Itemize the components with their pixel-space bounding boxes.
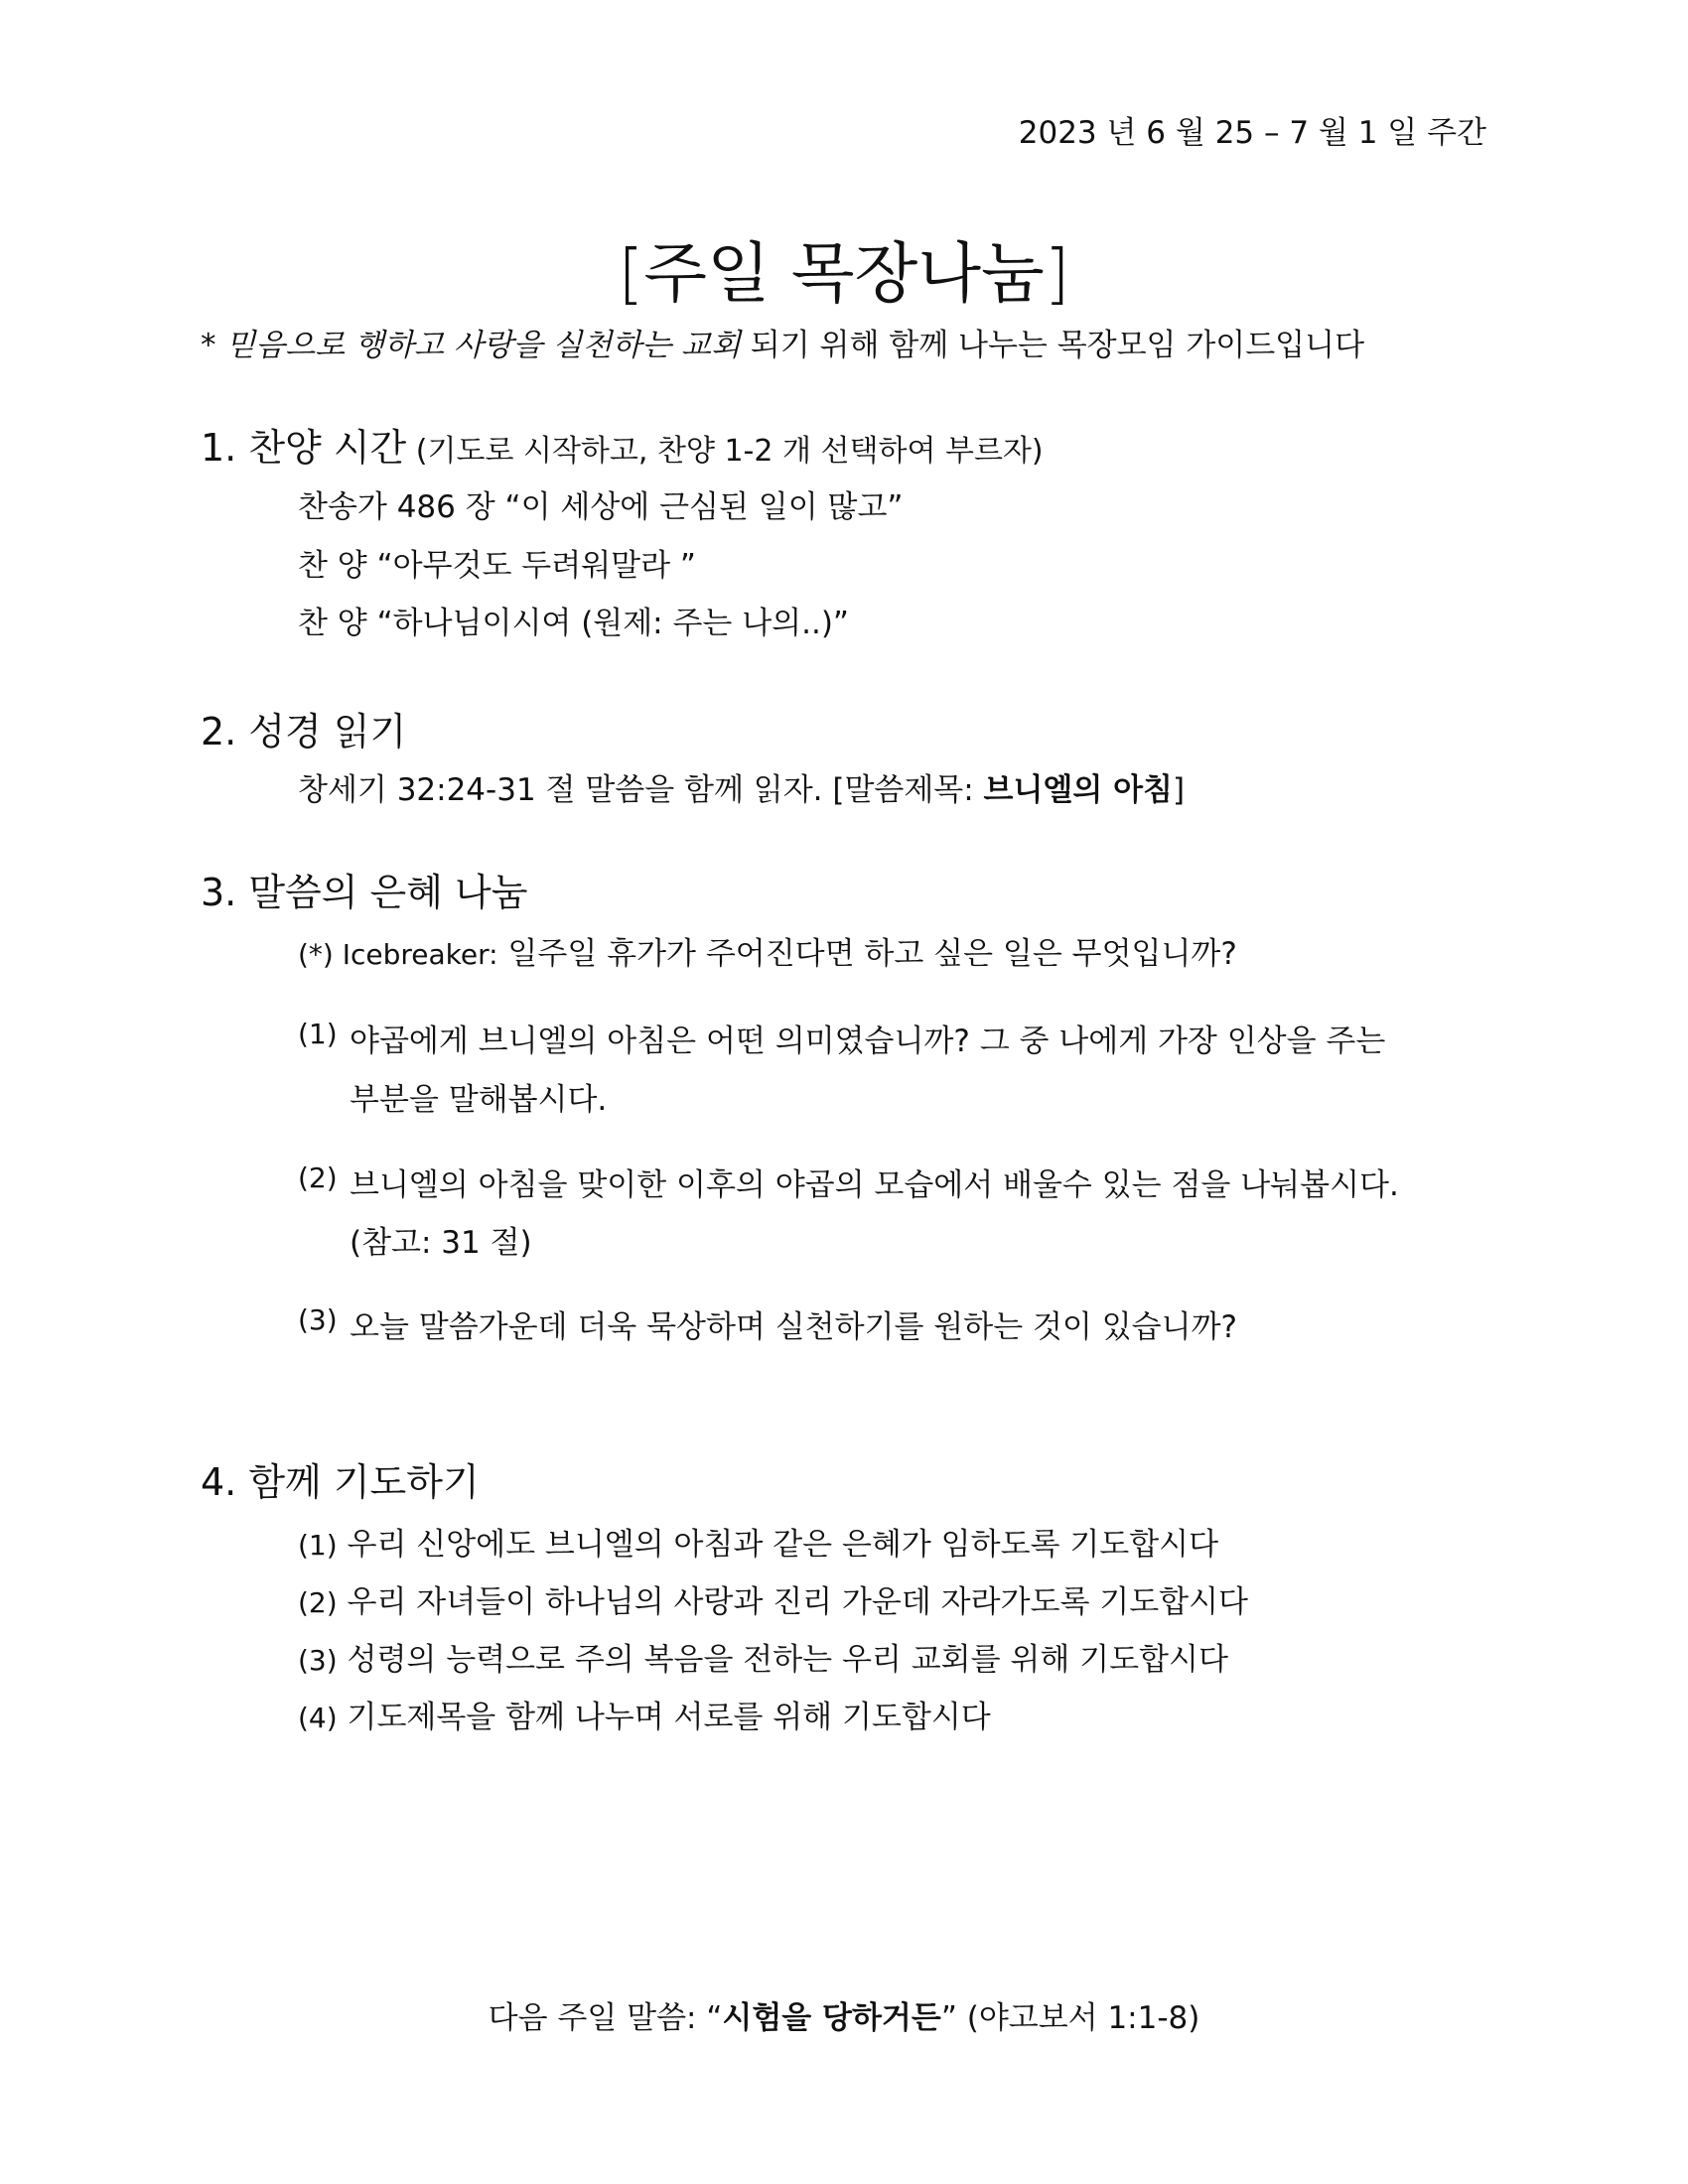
question-number: (1) (298, 1018, 338, 1050)
section-praise-heading (201, 417, 1044, 472)
reading-close: ] (1173, 772, 1186, 808)
prayer-text: 우리 신앙에도 브니엘의 아침과 같은 은혜가 임하도록 기도합시다 (337, 1527, 1219, 1563)
prayer-number: (4) (298, 1702, 338, 1734)
prayer-text: 우리 자녀들이 하나님의 사랑과 진리 가운데 자라가도록 기도합시다 (337, 1584, 1248, 1620)
subtitle-emphasis: 믿음으로 행하고 사랑을 실천하는 교회 (225, 328, 741, 363)
next-sermon-label: 다음 주일 말씀: “ (488, 2000, 723, 2036)
praise-item: 찬 양 “하나님이시여 (원제: 주는 나의..)” (298, 606, 849, 641)
section-sharing-heading: 3. 말씀의 은혜 나눔 (201, 871, 528, 914)
prayer-number: (3) (298, 1644, 338, 1677)
question-text: 오늘 말씀가운데 더욱 묵상하며 실천하기를 원하는 것이 있습니까? (350, 1309, 1237, 1345)
icebreaker-label: (*) Icebreaker: (298, 938, 498, 971)
question-text: 야곱에게 브니엘의 아침은 어떤 의미였습니까? 그 중 나에게 가장 인상을 주는 (350, 1024, 1386, 1059)
section-reading-heading: 2. 성경 읽기 (201, 710, 407, 753)
question-text-cont: 부분을 말해봅시다. (350, 1082, 608, 1118)
reading-text: 창세기 32:24-31 절 말씀을 함께 읽자. [말씀제목: (298, 772, 984, 808)
question-item (298, 1301, 338, 1337)
section-note: (기도로 시작하고, 찬양 1-2 개 선택하여 부르자) (406, 434, 1044, 469)
next-sermon (0, 1992, 1688, 2037)
praise-item: 찬 양 “아무것도 두려워말라 ” (298, 548, 696, 584)
question-item (298, 1016, 338, 1051)
prayer-text: 성령의 능력으로 주의 복음을 전하는 우리 교회를 위해 기도합시다 (337, 1642, 1228, 1678)
icebreaker-text: 일주일 휴가가 주어진다면 하고 싶은 일은 무엇입니까? (497, 936, 1237, 972)
sermon-title: 브니엘의 아침 (983, 772, 1173, 808)
week-range: 2023 년 6 월 25 – 7 월 1 일 주간 (1018, 115, 1486, 151)
prayer-item (298, 1519, 1218, 1564)
prayer-number: (1) (298, 1529, 338, 1562)
hymn-item: 찬송가 486 장 “이 세상에 근심된 일이 많고” (298, 489, 904, 525)
subtitle-star: * (201, 328, 216, 363)
prayer-item (298, 1634, 1228, 1679)
question-number: (2) (298, 1161, 338, 1194)
subtitle (201, 320, 1364, 364)
prayer-item (298, 1692, 991, 1736)
section-heading: 1. 찬양 시간 (201, 426, 407, 470)
question-text: 브니엘의 아침을 맞이한 이후의 야곱의 모습에서 배울수 있는 점을 나눠봅시다. (350, 1167, 1399, 1203)
section-prayer-heading: 4. 함께 기도하기 (201, 1460, 480, 1504)
next-sermon-title: 시험을 당하거든 (722, 2000, 941, 2036)
question-text-cont: (참고: 31 절) (350, 1225, 532, 1261)
prayer-item (298, 1576, 1248, 1621)
question-number: (3) (298, 1303, 338, 1336)
question-item (298, 1160, 338, 1195)
subtitle-rest: 되기 위해 함께 나누는 목장모임 가이드입니다 (740, 328, 1365, 363)
icebreaker-line (298, 928, 1237, 973)
prayer-text: 기도제목을 함께 나누며 서로를 위해 기도합시다 (337, 1700, 991, 1735)
prayer-number: (2) (298, 1586, 338, 1619)
reading-line (298, 764, 1185, 809)
page-title: [주일 목장나눔] (618, 235, 1070, 312)
next-sermon-ref: ” (야고보서 1:1-8) (940, 2000, 1200, 2036)
